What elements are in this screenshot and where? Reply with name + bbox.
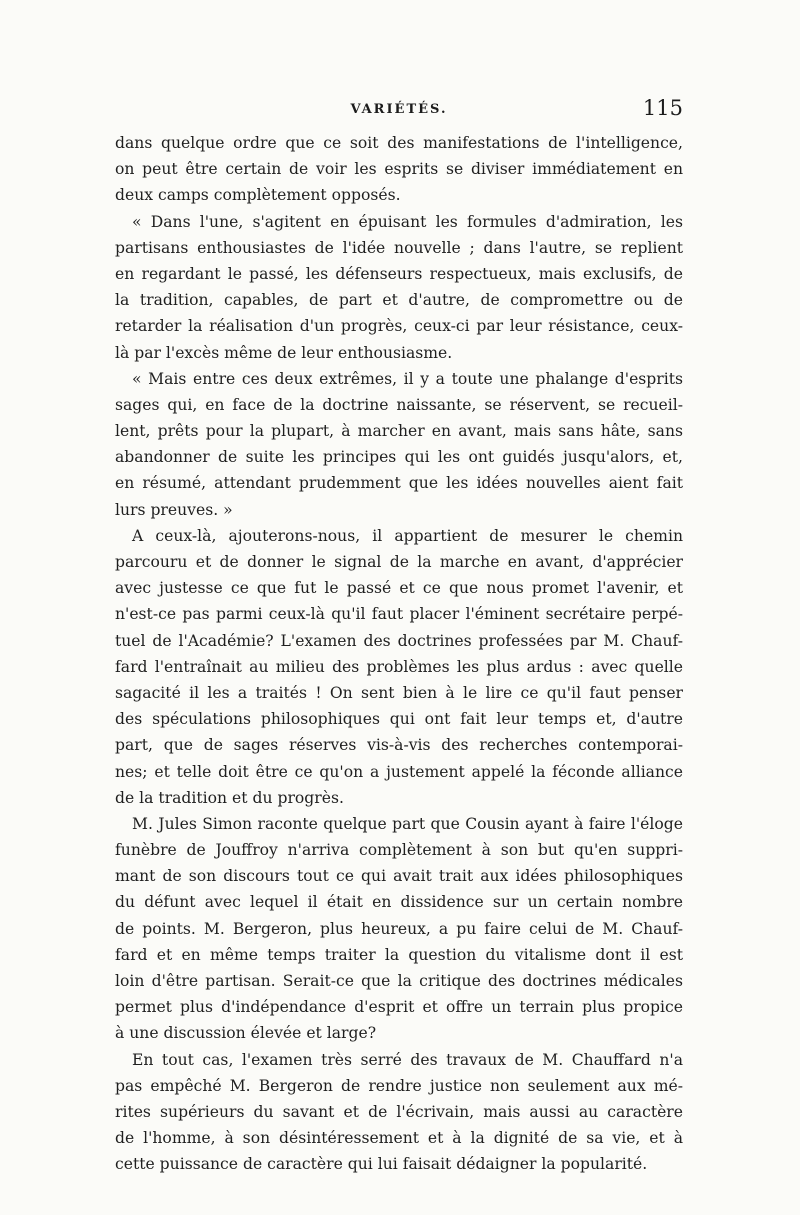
text-line: tuel de l'Académie? L'examen des doctrines professées par M. Chauf- [115, 631, 683, 650]
text-line: A ceux-là, ajouterons-nous, il appartient de mesurer le chemin [132, 526, 683, 545]
page-header [115, 96, 683, 126]
text-line: lurs preuves. » [115, 500, 233, 519]
text-line: partisans enthousiastes de l'idée nouvelle ; dans l'autre, se replient [115, 238, 683, 257]
text-line: cette puissance de caractère qui lui faisait dédaigner la popularité. [115, 1155, 648, 1174]
text-line: n'est-ce pas parmi ceux-là qu'il faut placer l'éminent secrétaire perpé- [115, 605, 683, 624]
text-line: pas empêché M. Bergeron de rendre justice non seulement aux mé- [115, 1076, 683, 1095]
page-number: 115 [642, 96, 683, 120]
text-line: permet plus d'indépendance d'esprit et offre un terrain plus propice [115, 998, 683, 1017]
text-line: en résumé, attendant prudemment que les idées nouvelles aient fait [115, 474, 683, 493]
text-line: sages qui, en face de la doctrine naissante, se réservent, se recueil- [115, 395, 683, 414]
text-line: funèbre de Jouffroy n'arriva complètement à son but qu'en suppri- [115, 841, 683, 860]
text-line: nes; et telle doit être ce qu'on a justement appelé la féconde alliance [115, 762, 683, 781]
text-line: fard et en même temps traiter la question du vitalisme dont il est [115, 945, 683, 964]
text-line: part, que de sages réserves vis-à-vis des recherches contemporai- [115, 736, 683, 755]
running-head: VARIÉTÉS. [350, 102, 448, 117]
text-line: « Mais entre ces deux extrêmes, il y a toute une phalange d'esprits [132, 369, 683, 388]
text-line: rites supérieurs du savant et de l'écrivain, mais aussi au caractère [115, 1102, 683, 1121]
text-line: retarder la réalisation d'un progrès, ceux-ci par leur résistance, ceux- [115, 317, 683, 336]
text-line: En tout cas, l'examen très serré des travaux de M. Chauffard n'a [132, 1050, 683, 1069]
text-line: mant de son discours tout ce qui avait trait aux idées philosophiques [115, 867, 683, 886]
text-line: abandonner de suite les principes qui les ont guidés jusqu'alors, et, [115, 448, 683, 467]
body-text [115, 130, 683, 1178]
text-line: deux camps complètement opposés. [115, 186, 401, 205]
text-line: en regardant le passé, les défenseurs respectueux, mais exclusifs, de [115, 264, 683, 283]
text-line: des spéculations philosophiques qui ont fait leur temps et, d'autre [115, 710, 683, 729]
text-line: fard l'entraînait au milieu des problèmes les plus ardus : avec quelle [115, 657, 683, 676]
text-line: avec justesse ce que fut le passé et ce que nous promet l'avenir, et [115, 579, 683, 598]
text-line: parcouru et de donner le signal de la marche en avant, d'apprécier [115, 553, 683, 571]
text-line: sagacité il les a traités ! On sent bien à le lire ce qu'il faut penser [115, 683, 683, 702]
text-line: loin d'être partisan. Serait-ce que la critique des doctrines médicales [115, 972, 683, 990]
text-line: la tradition, capables, de part et d'autre, de compromettre ou de [115, 291, 683, 310]
text-line: M. Jules Simon raconte quelque part que Cousin ayant à faire l'éloge [132, 814, 683, 833]
text-line: « Dans l'une, s'agitent en épuisant les formules d'admiration, les [132, 212, 683, 231]
text-line: lent, prêts pour la plupart, à marcher en avant, mais sans hâte, sans [115, 422, 683, 441]
text-line: de la tradition et du progrès. [115, 788, 344, 807]
text-line: du défunt avec lequel il était en dissidence sur un certain nombre [115, 893, 683, 912]
text-line: de l'homme, à son désintéressement et à la dignité de sa vie, et à [115, 1129, 683, 1148]
text-line: dans quelque ordre que ce soit des manifestations de l'intelligence, [115, 134, 683, 152]
text-line: on peut être certain de voir les esprits se diviser immédiatement en [115, 160, 683, 179]
text-line: de points. M. Bergeron, plus heureux, a pu faire celui de M. Chauf- [115, 919, 683, 938]
text-line: là par l'excès même de leur enthousiasme. [115, 343, 453, 362]
text-line: à une discussion élevée et large? [115, 1024, 377, 1043]
